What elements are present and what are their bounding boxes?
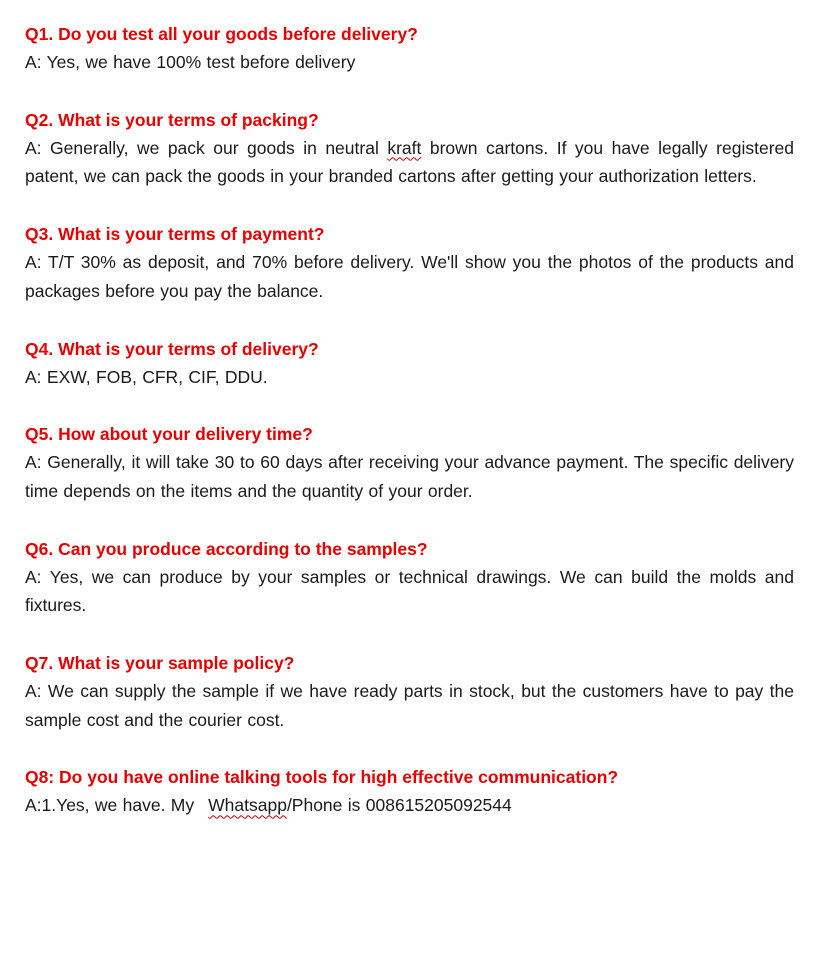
faq-item-3: [25, 220, 794, 305]
faq-answer-3: A: T/T 30% as deposit, and 70% before delivery. We'll show you the photos of the products and packages before you pay the balance.: [25, 252, 794, 301]
faq-question-7: Q7. What is your sample policy?: [25, 653, 295, 674]
faq-item-6: [25, 535, 794, 620]
faq-question-8: Q8: Do you have online talking tools for high effective communication?: [25, 767, 619, 788]
faq-answer-2-part-2: brown cartons. If you have legally registered patent, we can pack the goods in your branded cartons after getting your authorization letters.: [25, 137, 794, 187]
faq-answer-8-part-2: /Phone is 008615205092544: [286, 795, 512, 816]
faq-item-5: [25, 420, 794, 505]
faq-answer-5: A: Generally, it will take 30 to 60 days after receiving your advance payment. The specific delivery time depends on the items and the quantity of your order.: [25, 452, 794, 501]
faq-question-4: Q4. What is your terms of delivery?: [25, 338, 319, 359]
faq-answer-4: A: EXW, FOB, CFR, CIF, DDU.: [25, 366, 268, 387]
faq-question-3: Q3. What is your terms of payment?: [25, 224, 325, 245]
faq-list: [25, 20, 794, 849]
faq-answer-2-part-1: A: Generally, we pack our goods in neutral: [25, 137, 388, 158]
spellcheck-word-kraft: kraft: [387, 137, 422, 158]
spellcheck-word-whatsapp: Whatsapp: [208, 795, 287, 816]
faq-question-1: Q1. Do you test all your goods before delivery?: [25, 24, 418, 44]
faq-question-6: Q6. Can you produce according to the samples?: [25, 538, 428, 559]
faq-answer-1: A: Yes, we have 100% test before delivery: [25, 52, 356, 72]
faq-answer-7: A: We can supply the sample if we have ready parts in stock, but the customers have to pay the sample cost and the courier cost.: [25, 681, 794, 730]
faq-item-8: [25, 763, 794, 820]
faq-answer-8: [25, 791, 794, 820]
faq-question-2: Q2. What is your terms of packing?: [25, 109, 319, 130]
faq-item-2: [25, 106, 794, 191]
faq-question-5: Q5. How about your delivery time?: [25, 424, 313, 445]
faq-answer-6: A: Yes, we can produce by your samples or technical drawings. We can build the molds and fixtures.: [25, 566, 794, 616]
faq-item-4: [25, 335, 794, 392]
faq-item-1: [25, 20, 794, 77]
faq-answer-2: [25, 134, 794, 191]
faq-answer-8-part-1: A:1.Yes, we have. My: [25, 795, 195, 816]
faq-item-7: [25, 649, 794, 734]
